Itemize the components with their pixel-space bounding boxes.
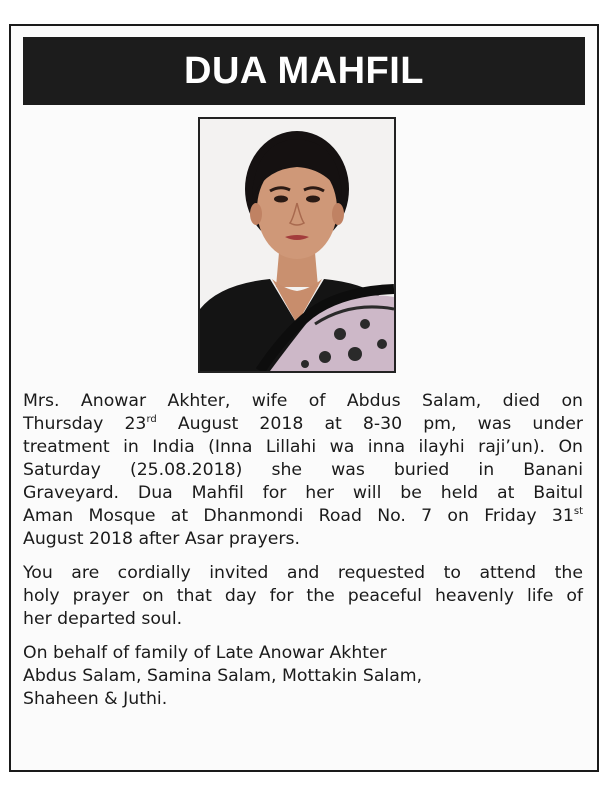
text-line [23,505,583,528]
text-line: Abdus Salam, Samina Salam, Mottakin Salam, [23,666,423,686]
portrait-illustration [200,119,394,371]
announcement-paragraph [23,390,583,551]
text-line: On behalf of family of Late Anowar Akhter [23,643,387,663]
text-line: Graveyard. Dua Mahfil for her will be held at Baitul [23,483,583,503]
notice-body [23,390,583,711]
family-paragraph [23,642,583,711]
text-line: her departed soul. [23,609,183,629]
text-line: You are cordially invited and requested to attend the [23,563,583,583]
text-segment: Thursday 23 [23,414,147,434]
text-line: Saturday (25.08.2018) she was buried in Banani [23,460,583,480]
invitation-paragraph [23,562,583,631]
text-line: Mrs. Anowar Akhter, wife of Abdus Salam, died on [23,391,583,411]
notice-title: DUA MAHFIL [23,37,585,105]
text-line [23,413,583,436]
ordinal-suffix: st [573,506,583,517]
portrait-photo [198,117,396,373]
text-segment: Aman Mosque at Dhanmondi Road No. 7 on Friday 31 [23,506,574,526]
text-segment: August 2018 at 8-30 pm, was under [156,414,583,434]
text-line: holy prayer on that day for the peaceful heavenly life of [23,586,583,606]
text-line: August 2018 after Asar prayers. [23,529,300,549]
text-line: treatment in India (Inna Lillahi wa inna ilayhi raji’un). On [23,437,583,457]
obituary-notice [9,24,599,772]
text-line: Shaheen & Juthi. [23,689,168,709]
ordinal-suffix: rd [146,414,157,425]
